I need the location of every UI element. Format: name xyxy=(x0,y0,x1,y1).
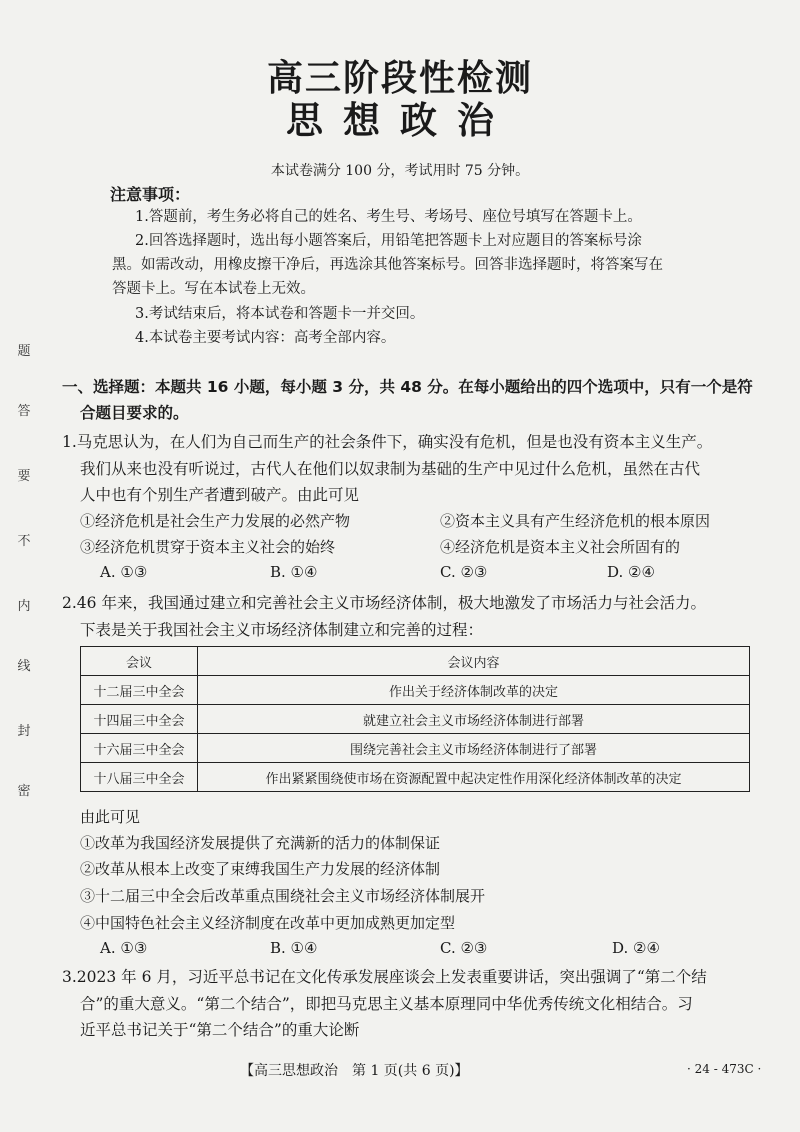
table-cell: 作出关于经济体制改革的决定 xyxy=(198,676,750,705)
note-item: 答题卡上。写在本试卷上无效。 xyxy=(112,281,315,297)
table-cell: 围绕完善社会主义市场经济体制进行了部署 xyxy=(198,734,750,763)
section-line: 合题目要求的。 xyxy=(80,404,189,422)
note-item: 3.考试结束后，将本试卷和答题卡一并交回。 xyxy=(135,306,425,322)
table-cell: 就建立社会主义市场经济体制进行部署 xyxy=(198,705,750,734)
q2-option-a: A. ①③ xyxy=(100,939,148,957)
section-line: 一、选择题：本题共 16 小题，每小题 3 分，共 48 分。在每小题给出的四个选项中，只有一个是符 xyxy=(62,378,753,396)
side-char: 答 xyxy=(17,404,31,419)
q2-statement-1: ①改革为我国经济发展提供了充满新的活力的体制保证 xyxy=(80,834,441,852)
stem-line: 3.2023 年 6 月，习近平总书记在文化传承发展座谈会上发表重要讲话，突出强调了“第二个结 xyxy=(62,968,707,986)
exam-info: 本试卷满分 100 分，考试用时 75 分钟。 xyxy=(270,163,530,179)
table-row xyxy=(81,676,750,705)
q2-statement-2: ②改革从根本上改变了束缚我国生产力发展的经济体制 xyxy=(80,860,441,878)
table-header: 会议 xyxy=(81,647,198,676)
note-item: 黑。如需改动，用橡皮擦干净后，再选涂其他答案标号。回答非选择题时，将答案写在 xyxy=(112,257,663,273)
table-cell: 十八届三中全会 xyxy=(81,763,198,792)
q2-option-b: B. ①④ xyxy=(270,939,318,957)
q2-statement-4: ④中国特色社会主义经济制度在改革中更加成熟更加定型 xyxy=(80,914,456,932)
table-header: 会议内容 xyxy=(198,647,750,676)
stem-line: 2.46 年来，我国通过建立和完善社会主义市场经济体制，极大地激发了市场活力与社会活力。 xyxy=(62,594,706,612)
q1-option-c: C. ②③ xyxy=(440,563,488,581)
q1-statement-3: ③经济危机贯穿于资本主义社会的始终 xyxy=(80,538,336,556)
side-char: 内 xyxy=(17,599,31,614)
q1-statement-4: ④经济危机是资本主义社会所固有的 xyxy=(440,538,681,556)
q1-option-a: A. ①③ xyxy=(100,563,148,581)
question-3-stem xyxy=(62,964,707,1044)
stem-line: 下表是关于我国社会主义市场经济体制建立和完善的过程： xyxy=(80,620,484,639)
stem-line: 我们从来也没有听说过，古代人在他们以奴隶制为基础的生产中见过什么危机，虽然在古代 xyxy=(80,459,701,478)
side-char: 封 xyxy=(17,724,31,739)
side-char: 题 xyxy=(17,344,31,359)
side-char: 密 xyxy=(17,784,31,799)
table-cell: 十二届三中全会 xyxy=(81,676,198,705)
stem-line: 1.马克思认为，在人们为自己而生产的社会条件下，确实没有危机，但是也没有资本主义生产。 xyxy=(62,433,713,451)
q2-option-d: D. ②④ xyxy=(612,939,660,957)
q2-option-c: C. ②③ xyxy=(440,939,488,957)
q1-statement-2: ②资本主义具有产生经济危机的根本原因 xyxy=(440,512,711,530)
notes-heading: 注意事项： xyxy=(110,185,191,204)
table-cell: 十六届三中全会 xyxy=(81,734,198,763)
table-cell: 十四届三中全会 xyxy=(81,705,198,734)
q2-statement-3: ③十二届三中全会后改革重点围绕社会主义市场经济体制展开 xyxy=(80,887,486,905)
side-char: 不 xyxy=(17,534,31,549)
stem-line: 合”的重大意义。“第二个结合”，即把马克思主义基本原理同中华优秀传统文化相结合。习 xyxy=(80,994,693,1013)
note-item: 1.答题前，考生务必将自己的姓名、考生号、考场号、座位号填写在答题卡上。 xyxy=(135,209,642,225)
reform-table xyxy=(80,646,750,792)
exam-code: · 24 - 473C · xyxy=(687,1062,762,1076)
table-cell: 作出紧紧围绕使市场在资源配置中起决定性作用深化经济体制改革的决定 xyxy=(198,763,750,792)
question-1-stem xyxy=(62,429,712,509)
side-char: 线 xyxy=(17,659,31,674)
page-footer: 【高三思想政治 第 1 页(共 6 页)】 xyxy=(240,1063,469,1079)
stem-line: 人中也有个别生产者遭到破产。由此可见 xyxy=(80,486,360,504)
note-item: 4.本试卷主要考试内容：高考全部内容。 xyxy=(135,330,396,346)
note-item: 2.回答选择题时，选出每小题答案后，用铅笔把答题卡上对应题目的答案标号涂 xyxy=(135,233,642,249)
question-2-stem xyxy=(62,590,706,643)
section-heading xyxy=(62,374,753,426)
q1-option-b: B. ①④ xyxy=(270,563,318,581)
table-header-row xyxy=(81,647,750,676)
table-row xyxy=(81,763,750,792)
subject-title: 思想政治 xyxy=(286,99,514,142)
side-char: 要 xyxy=(17,469,31,484)
table-row xyxy=(81,705,750,734)
q1-statement-1: ①经济危机是社会生产力发展的必然产物 xyxy=(80,512,351,530)
exam-title: 高三阶段性检测 xyxy=(266,58,533,99)
stem-line: 近平总书记关于“第二个结合”的重大论断 xyxy=(80,1021,360,1039)
q2-conclusion: 由此可见 xyxy=(80,808,141,826)
table-row xyxy=(81,734,750,763)
q1-option-d: D. ②④ xyxy=(607,563,655,581)
